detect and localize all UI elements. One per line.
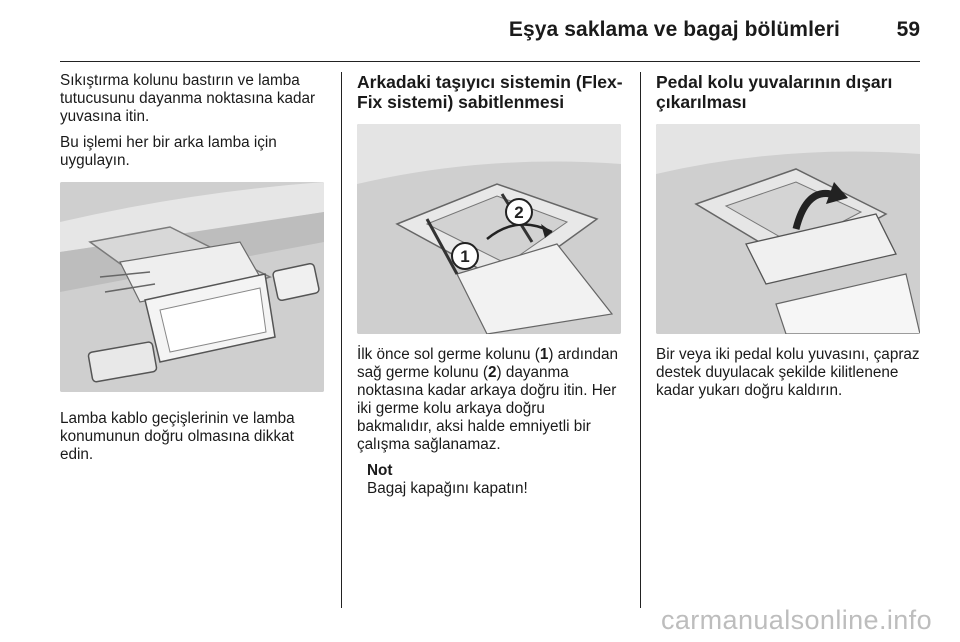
figure-pedal-arm-sockets (656, 124, 920, 334)
figure-label-2: 2 (514, 203, 524, 222)
col1-paragraph-3: Lamba kablo geçişlerinin ve lamba konumunun doğru olmasına dikkat edin. (60, 410, 295, 463)
figure-flex-fix-levers (357, 124, 621, 334)
col2-paragraph (357, 346, 623, 454)
section-heading-flex-fix: Arkadaki taşıyıcı sistemin (Flex-Fix sistemi) sabitlenmesi (357, 72, 623, 112)
col2-ref-1: 1 (539, 346, 549, 363)
col2-text-a: İlk önce sol germe kolunu ( (357, 346, 540, 363)
column-divider-1 (341, 72, 342, 608)
column-2 (357, 72, 623, 498)
page-header (0, 0, 960, 62)
page-title: Eşya saklama ve bagaj bölümleri (508, 18, 840, 41)
figure-rear-lamp-holder (60, 182, 324, 392)
column-1 (60, 72, 326, 472)
col1-paragraph-1: Sıkıştırma kolunu bastırın ve lamba tutucusunu dayanma noktasına kadar yuvasına itin. (60, 72, 316, 125)
col2-text-b: ) ardından sağ germe kolunu ( (357, 346, 619, 381)
header-divider (60, 61, 920, 62)
page-number: 59 (896, 18, 920, 41)
section-heading-pedal-arm: Pedal kolu yuvalarının dışarı çıkarılması (656, 72, 893, 112)
watermark: carmanualsonline.info (660, 605, 932, 635)
note-text: Bagaj kapağını kapatın! (367, 480, 528, 497)
column-divider-2 (640, 72, 641, 608)
note-title: Not (367, 462, 393, 479)
col2-ref-2: 2 (487, 364, 497, 381)
col3-paragraph: Bir veya iki pedal kolu yuvasını, çapraz destek duyulacak şekilde kilitlenene kadar yukarı doğru kaldırın. (656, 346, 920, 399)
col1-paragraph-2: Bu işlemi her bir arka lamba için uygulayın. (60, 134, 277, 169)
col2-text-c: ) dayanma noktasına kadar arkaya doğru itin. Her iki germe kolu arkaya doğru bakmalıdır, aksi halde emniyetli bir çalışma sağlanamaz. (357, 364, 617, 453)
note-box (367, 462, 623, 498)
figure-label-1: 1 (460, 247, 470, 266)
column-3 (656, 72, 922, 408)
